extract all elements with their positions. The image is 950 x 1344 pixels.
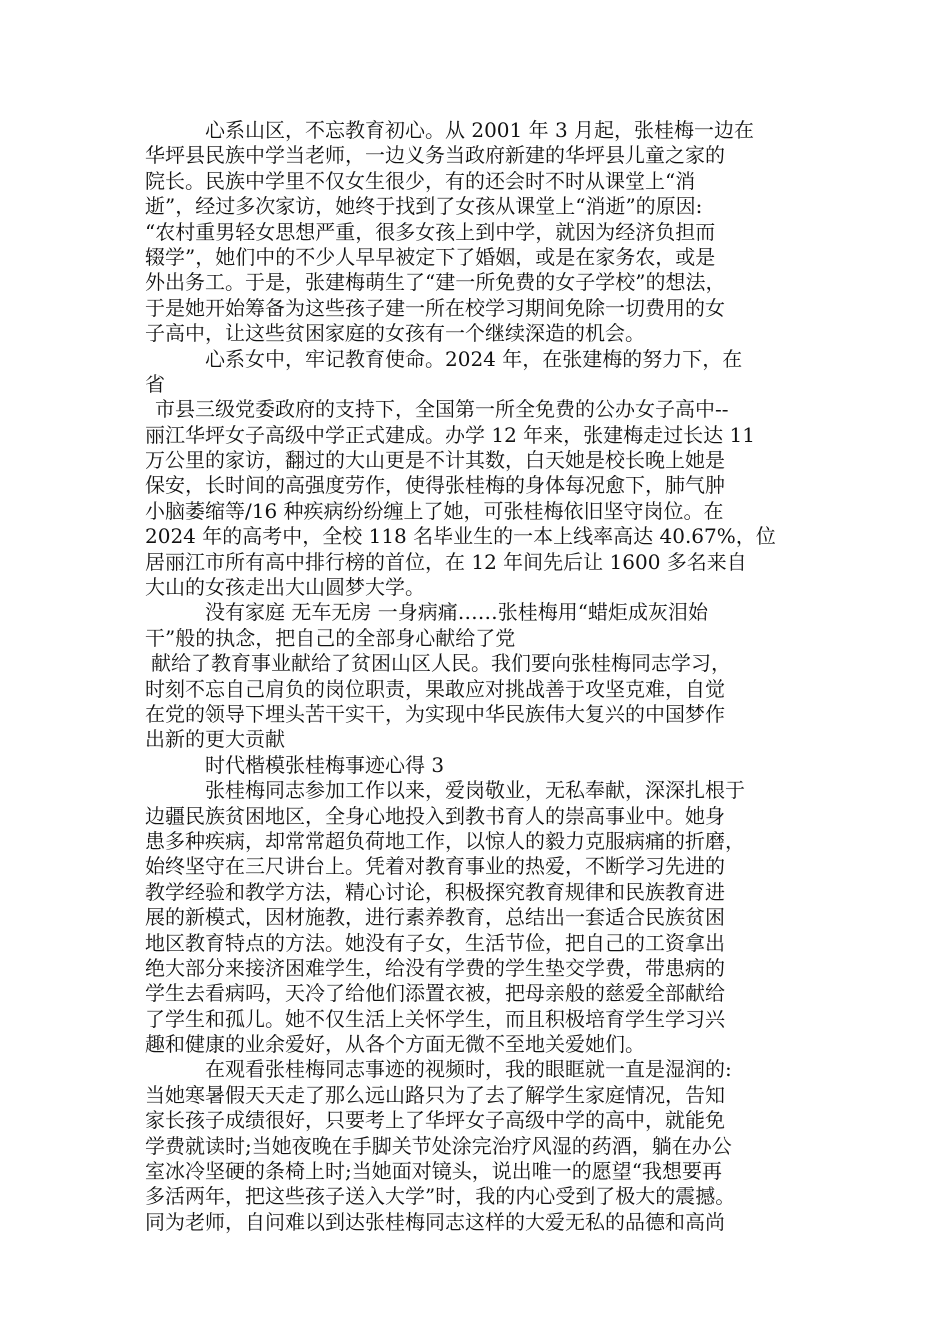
text-line: 干”般的执念，把自己的全部身心献给了党: [145, 625, 516, 650]
text-line: 绝大部分来接济困难学生，给没有学费的学生垫交学费，带患病的: [145, 955, 725, 980]
text-line: 当她寒暑假天天走了那么远山路只为了去了解学生家庭情况，告知: [145, 1082, 725, 1107]
text-line: 丽江华坪女子高级中学正式建成。办学 12 年来，张建梅走过长达 11: [145, 422, 755, 447]
section-heading: 时代楷模张桂梅事迹心得 3: [205, 752, 445, 777]
text-line: 心系山区，不忘教育初心。从 2001 年 3 月起，张桂梅一边在: [205, 118, 755, 142]
text-line: 趣和健康的业余爱好，从各个方面无微不至地关爱她们。: [145, 1032, 645, 1057]
text-line: 于是她开始筹备为这些孩子建一所在校学习期间免除一切费用的女: [145, 295, 725, 320]
text-line: 出新的更大贡献: [145, 727, 285, 752]
text-line: 心系女中，牢记教育使命。2024 年，在张建梅的努力下，在: [205, 346, 743, 371]
text-line: 市县三级党委政府的支持下，全国第一所全免费的公办女子高中--: [155, 397, 729, 422]
text-line: 时刻不忘自己肩负的岗位职责，果敢应对挑战善于攻坚克难，自觉: [145, 676, 725, 701]
text-line: 教学经验和教学方法，精心讨论，积极探究教育规律和民族教育进: [145, 879, 725, 904]
text-line: 辍学”，她们中的不少人早早被定下了婚姻，或是在家务农，或是: [145, 244, 716, 269]
text-line: 同为老师，自问难以到达张桂梅同志这样的大爱无私的品德和高尚: [145, 1209, 725, 1234]
text-line: 患多种疾病，却常常超负荷地工作，以惊人的毅力克服病痛的折磨，: [145, 828, 745, 853]
text-line: “农村重男轻女思想严重，很多女孩上到中学，就因为经济负担而: [145, 219, 716, 244]
text-line: 没有家庭 无车无房 一身病痛……张桂梅用“蜡炬成灰泪始: [205, 600, 708, 625]
text-line: 2024 年的高考中，全校 118 名毕业生的一本上线率高达 40.67%，位: [145, 524, 776, 549]
text-line: 始终坚守在三尺讲台上。凭着对教育事业的热爱，不断学习先进的: [145, 854, 725, 879]
text-line: 学费就读时;当她夜晚在手脚关节处涂完治疗风湿的药酒，躺在办公: [145, 1133, 732, 1158]
text-line: 万公里的家访，翻过的大山更是不计其数，白天她是校长晚上她是: [145, 448, 725, 473]
text-line: 子高中，让这些贫困家庭的女孩有一个继续深造的机会。: [145, 321, 645, 346]
text-line: 展的新模式，因材施教，进行素养教育，总结出一套适合民族贫困: [145, 905, 725, 930]
text-line: 外出务工。于是，张建梅萌生了“建一所免费的女子学校”的想法，: [145, 270, 726, 295]
text-line: 边疆民族贫困地区，全身心地投入到教书育人的崇高事业中。她身: [145, 803, 725, 828]
text-line: 省: [145, 371, 165, 396]
text-line: 地区教育特点的方法。她没有子女，生活节俭，把自己的工资拿出: [145, 930, 725, 955]
text-line: 在观看张桂梅同志事迹的视频时，我的眼眶就一直是湿润的:: [205, 1057, 732, 1082]
text-line: 逝”，经过多次家访，她终于找到了女孩从课堂上“消逝”的原因:: [145, 194, 703, 219]
text-line: 献给了教育事业献给了贫困山区人民。我们要向张桂梅同志学习，: [151, 651, 731, 676]
text-line: 保安，长时间的高强度劳作，使得张桂梅的身体每况愈下，肺气肿: [145, 473, 725, 498]
document-body: [145, 118, 810, 1235]
text-line: 多活两年，把这些孩子送入大学”时，我的内心受到了极大的震撼。: [145, 1184, 736, 1209]
text-line: 大山的女孩走出大山圆梦大学。: [145, 575, 425, 600]
text-line: 在党的领导下埋头苦干实干，为实现中华民族伟大复兴的中国梦作: [145, 701, 725, 726]
text-line: 华坪县民族中学当老师，一边义务当政府新建的华坪县儿童之家的: [145, 143, 725, 168]
text-line: 院长。民族中学里不仅女生很少，有的还会时不时从课堂上“消: [145, 168, 696, 193]
text-line: 了学生和孤儿。她不仅生活上关怀学生，而且积极培育学生学习兴: [145, 1006, 725, 1031]
text-line: 张桂梅同志参加工作以来，爱岗敬业，无私奉献，深深扎根于: [205, 778, 745, 803]
text-line: 家长孩子成绩很好，只要考上了华坪女子高级中学的高中，就能免: [145, 1108, 725, 1133]
text-line: 小脑萎缩等/16 种疾病纷纷缠上了她，可张桂梅依旧坚守岗位。在: [145, 498, 724, 523]
text-line: 居丽江市所有高中排行榜的首位，在 12 年间先后让 1600 多名来自: [145, 549, 747, 574]
text-line: 室冰冷坚硬的条椅上时;当她面对镜头，说出唯一的愿望“我想要再: [145, 1159, 722, 1184]
text-line: 学生去看病吗，天冷了给他们添置衣被，把母亲般的慈爱全部献给: [145, 981, 725, 1006]
